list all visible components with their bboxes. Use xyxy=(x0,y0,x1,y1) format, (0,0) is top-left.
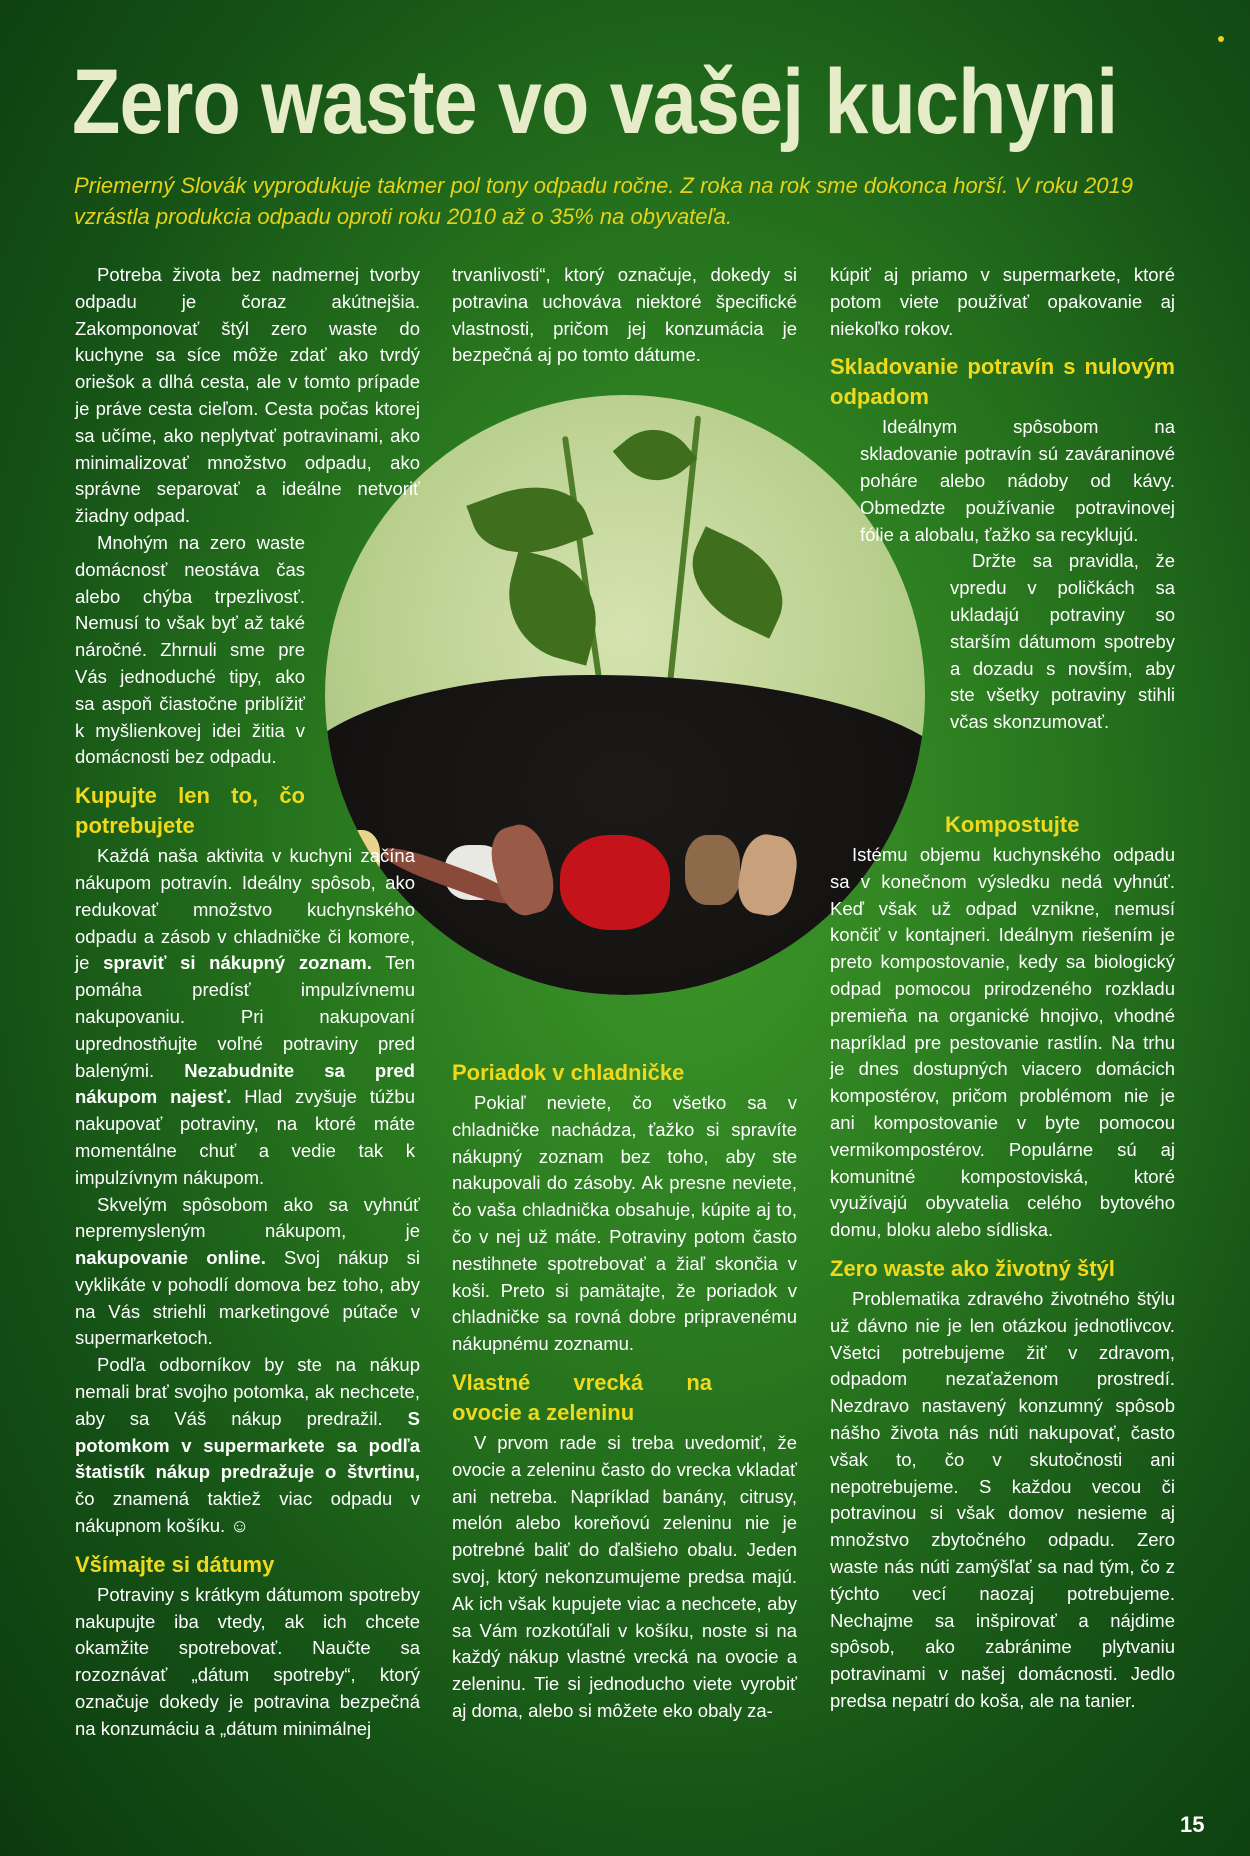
paragraph: Každá naša aktivita v kuchyni začína nákupom potravín. Ideálny spôsob, ako redukovať množstvo kuchynského odpadu a zásob v chladničke či komore, je spraviť si nákupný zoznam. Ten pomáha predísť impulzívnemu nakupovaniu. Pri nakupovaní uprednostňujte voľné potraviny pred balenými. Nezabudnite sa pred nákupom najesť. Hlad zvyšuje túžbu nakupovať potraviny, na ktoré máte momentálne chuť a vedie tak k impulzívnym nákupom. xyxy=(75,845,416,1188)
paragraph: V prvom rade si treba uvedomiť, že ovocie a zeleninu často do vrecka vkladať ani netreba. Napríklad banány, citrusy, melón alebo koreňovú zeleninu nie je potrebné baliť do ďalšieho obalu. Jeden svoj, ktorý nekonzumujeme predsa majú. Ak ich však kupujete viac a nechcete, aby sa Vám rozkotúľali v košíku, noste si na každý nákup vlastné vrecká na ovocie a zeleninu. Tie si jednoducho viete vyrobiť aj doma, alebo si môžete eko obaly za- xyxy=(452,1431,797,1721)
paragraph: kúpiť aj priamo v supermarkete, ktoré potom viete používať opakovanie aj niekoľko rokov. xyxy=(830,264,1175,339)
lead-paragraph: Priemerný Slovák vyprodukuje takmer pol tony odpadu ročne. Z roka na rok sme dokonca horší. V roku 2019 vzrástla produkcia odpadu oproti roku 2010 až o 35% na obyvateľa. xyxy=(74,173,1133,229)
column-3-top xyxy=(830,262,1175,736)
paragraph: Potreba života bez nadmernej tvorby odpadu je čoraz akútnejšia. Zakomponovať štýl zero waste do kuchyne sa síce môže zdať ako tvrdý oriešok a dlhá cesta, ale v tomto prípade je práve cesta cieľom. Cesta počas ktorej sa učíme, ako neplytvať potravinami, ako minimalizovať množstvo odpadu, ako správne separovať a ideálne netvoriť žiadny odpad. xyxy=(75,264,420,527)
paragraph: Pokiaľ neviete, čo všetko sa v chladničke nachádza, ťažko si spravíte nákupný zoznam bez toho, aby ste nakupovali do zásoby. Ak presne neviete, čo vaša chladnička obsahuje, kúpite aj to, čo v nej už máte. Potraviny potom často nestihnete spotrebovať a žiaľ skončia v koši. Preto si pamätajte, že poriadok v chladničke sa rovná dobre pripravenému nákupnému zoznamu. xyxy=(452,1092,797,1355)
section-heading: Kompostujte xyxy=(945,812,1080,837)
paragraph: trvanlivosti“, ktorý označuje, dokedy si potravina uchováva niektoré špecifické vlastnosti, pričom jej konzumácia je bezpečná aj po tomto dátume. xyxy=(452,264,797,366)
page-number: 15 xyxy=(1180,1812,1205,1837)
column-1 xyxy=(75,262,420,1743)
section-heading: Kupujte len to, čo potrebujete xyxy=(75,783,305,839)
column-3-bottom xyxy=(830,800,1175,1715)
paragraph: Istému objemu kuchynského odpadu sa v konečnom výsledku nedá vyhnúť. Keď však už odpad vznikne, nemusí končiť v kontajneri. Ideálnym riešením je preto kompostovanie, kedy sa biologický odpad pomocou prirodzeného rozkladu premieňa na organické hnojivo, vhodné napríklad pre pestovanie rastlín. Na trhu je dnes dostupných viacero domácich kompostérov, pričom problémom nie je ani kompostovanie v byte pomocou vermikompostérov. Populárne sú aj komunitné kompostoviská, ktoré využívajú obyvatelia celého bytového domu, bloku alebo sídliska. xyxy=(830,844,1175,1241)
sprout-leaf xyxy=(613,413,698,498)
paragraph: Držte sa pravidla, že vpredu v poličkách sa ukladajú potraviny so starším dátumom spotreby a dozadu s novším, aby ste všetky potraviny stihli včas skonzumovať. xyxy=(950,550,1175,733)
column-2-bottom xyxy=(452,1048,797,1725)
section-heading: Skladovanie potravín s nulovým odpadom xyxy=(830,354,1175,410)
corner-mark xyxy=(1218,36,1224,42)
paragraph: Mnohým na zero waste domácnosť neostáva čas alebo chýba trpezlivosť. Nemusí to však byť až také náročné. Zhrnuli sme pre Vás jednoduché tipy, ako sa aspoň čiastočne priblížiť k myšlienkovej idei žitia v domácnosti bez odpadu. xyxy=(75,531,305,768)
paragraph: Potraviny s krátkym dátumom spotreby nakupujte iba vtedy, ak ich chcete okamžite spotrebovať. Naučte sa rozoznávať „dátum spotreby“, ktorý označuje dokedy je potravina bezpečná na konzumáciu a „dátum minimálnej xyxy=(75,1583,420,1739)
section-heading: Zero waste ako životný štýl xyxy=(830,1255,1115,1281)
section-heading: Vlastné vrecká na ovocie a zeleninu xyxy=(452,1369,712,1425)
section-heading: Poriadok v chladničke xyxy=(452,1060,685,1085)
paragraph: Podľa odborníkov by ste na nákup nemali brať svojho potomka, ak nechcete, aby sa Váš nákup predražil. S potomkom v supermarkete sa podľa štatistík nákup predražuje o štvrtinu, čo znamená taktiež viac odpadu v nákupnom košíku. ☺ xyxy=(75,1354,420,1537)
column-2-top xyxy=(452,262,797,369)
paragraph: Skvelým spôsobom ako sa vyhnúť nepremysleným nákupom, je nakupovanie online. Svoj nákup si vyklikáte v pohodlí domova bez toho, aby na Vás striehli marketingové pútače v supermarketoch. xyxy=(75,1193,420,1349)
red-pepper xyxy=(560,835,670,930)
sprout-leaf xyxy=(674,526,801,638)
section-heading: Všímajte si dátumy xyxy=(75,1551,275,1577)
paragraph: Problematika zdravého životného štýlu už dávno nie je len otázkou jednotlivcov. Všetci potrebujeme žiť v zdravom, odpadom nezaťaženom prostredí. Nezdravo nastavený konzumný spôsob nášho života nás núti nakupovať, často však to, čo v skutočnosti ani nepotrebujeme. S každou vecou či potravinou si však domov nesieme aj množstvo zbytočného odpadu. Zero waste nás núti zamýšľať sa nad tým, čo z týchto vecí naozaj potrebujeme. Nechajme sa inšpirovať a nájdime spôsob, ako zabránime plytvaniu potravinami v našej domácnosti. Jedlo predsa nepatrí do koša, ale na tanier. xyxy=(830,1287,1175,1711)
onion-root xyxy=(685,835,740,905)
paragraph: Ideálnym spôsobom na skladovanie potravín sú zaváraninové poháre alebo nádoby od kávy. Obmedzte používanie potravinovej fólie a alobalu, ťažko sa recyklujú. xyxy=(860,416,1175,545)
page-title: Zero waste vo vašej kuchyni xyxy=(72,51,1118,153)
